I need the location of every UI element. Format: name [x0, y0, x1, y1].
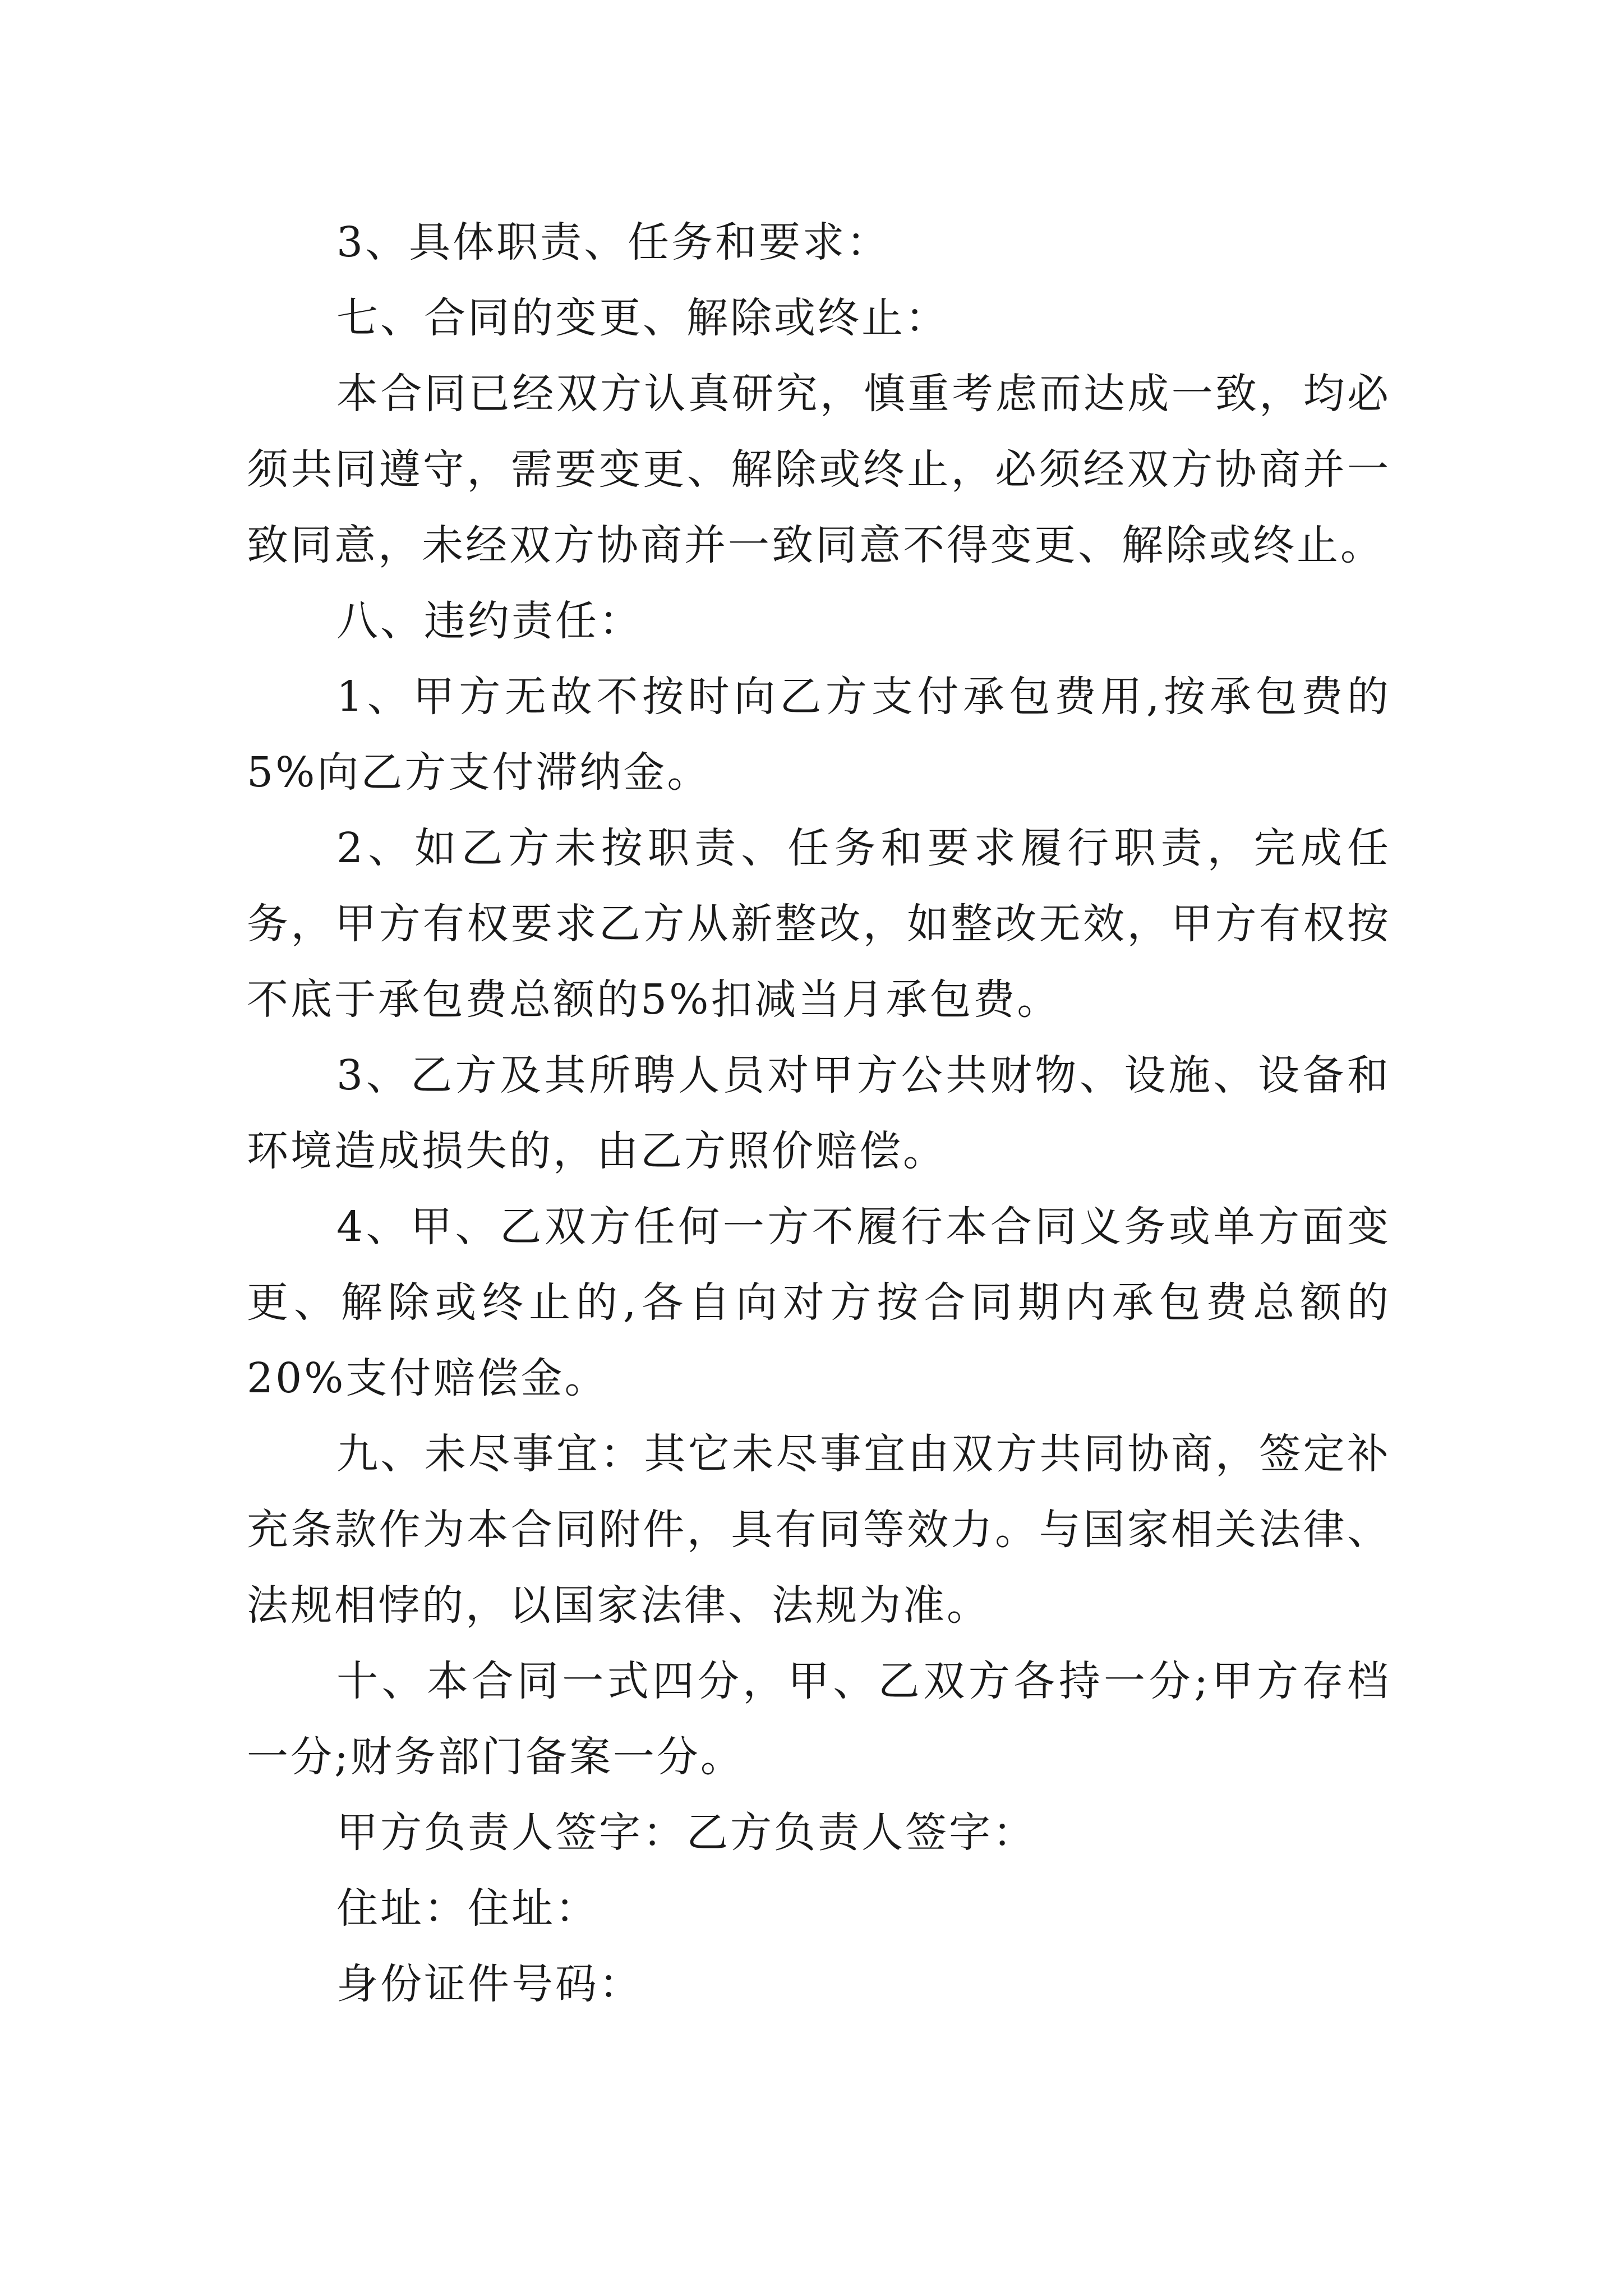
signature-line: 甲方负责人签字：乙方负责人签字：: [336, 1809, 1036, 1857]
paragraph-breach-4: 4、甲、乙双方任何一方不履行本合同义务或单方面变更、解除或终止的,各自向对方按合同期内承包费总额的20%支付赔偿金。: [247, 1203, 1391, 1402]
document-body: [247, 205, 1391, 2022]
address-line: 住址：住址：: [336, 1884, 599, 1932]
id-number-line: 身份证件号码：: [336, 1960, 643, 2008]
paragraph-contract-change: 本合同已经双方认真研究，慎重考虑而达成一致，均必须共同遵守，需要变更、解除或终止，必须经双方协商并一致同意，未经双方协商并一致同意不得变更、解除或终止。: [247, 370, 1391, 569]
paragraph-duties: 3、具体职责、任务和要求：: [336, 218, 891, 266]
heading-breach-liability: 八、违约责任：: [336, 597, 643, 645]
paragraph-unresolved-matters: 九、未尽事宜：其它未尽事宜由双方共同协商，签定补充条款作为本合同附件，具有同等效力。与国家相关法律、法规相悖的，以国家法律、法规为准。: [247, 1430, 1391, 1630]
paragraph-breach-2: 2、如乙方未按职责、任务和要求履行职责，完成任务，甲方有权要求乙方从新整改，如整改无效，甲方有权按不底于承包费总额的5%扣减当月承包费。: [247, 824, 1391, 1024]
paragraph-copies: 十、本合同一式四分，甲、乙双方各持一分;甲方存档一分;财务部门备案一分。: [247, 1657, 1391, 1781]
paragraph-breach-1: 1、甲方无故不按时向乙方支付承包费用,按承包费的5%向乙方支付滞纳金。: [247, 673, 1391, 797]
heading-contract-change: 七、合同的变更、解除或终止：: [336, 294, 949, 342]
paragraph-breach-3: 3、乙方及其所聘人员对甲方公共财物、设施、设备和环境造成损失的，由乙方照价赔偿。: [247, 1051, 1391, 1175]
